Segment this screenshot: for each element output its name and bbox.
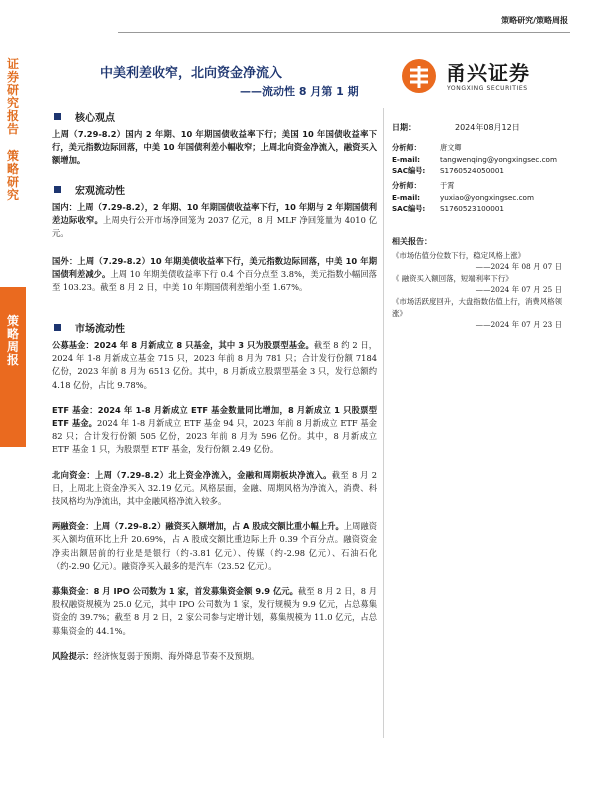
left-sidebar xyxy=(0,40,26,800)
related-report-title[interactable]: 《 融资买入额回落，短端利率下行》 xyxy=(392,273,513,283)
related-report-date: ——2024 年 08 月 07 日 xyxy=(475,262,562,272)
section-header xyxy=(52,181,377,197)
section-header xyxy=(52,108,377,124)
analyst-row: E-mail: tangwenqing@yongxingsec.com xyxy=(392,154,557,164)
section-title: 宏观流动性 xyxy=(75,185,125,197)
sidebar-label-weekly: 策略周报 xyxy=(6,314,19,367)
related-reports xyxy=(392,236,562,331)
company-logo xyxy=(400,55,560,99)
risk-warning: 风险提示：经济恢复弱于预期、海外降息节奏不及预期。 xyxy=(52,650,260,661)
analyst-row: 分析师： 于霄 xyxy=(392,181,455,190)
paragraph: 公募基金：2024 年 8 月新成立 8 只基金，其中 3 只为股票型基金。截至 8 约 2 日，2024 年 1-8 月新成立基金 715 只，2023 年前 8 月为 781 只；合计发行份额 7184 亿份，2023 年前 8 月为 6513 亿份。其中，8 月新成立股票型基金 3 只，发行总额约 4.18 亿份，占比 9.78%。 xyxy=(52,340,377,390)
analyst-block xyxy=(392,142,562,177)
section-macro-liquidity xyxy=(52,181,377,294)
related-report-item[interactable] xyxy=(392,296,562,331)
report-date xyxy=(392,122,520,133)
email-link[interactable]: yuxiao@yongxingsec.com xyxy=(440,192,534,202)
logo-english-name: YONGXING SECURITIES xyxy=(447,85,528,92)
paragraph: 北向资金：上周（7.29-8.2）北上资金净流入，金融和周期板块净流入。截至 8 月 2 日，上周北上资金净买入 32.19 亿元。风格层面，金融、周期风格为净流入，消费、科技风格均为净流出，其中金融风格净流入较多。 xyxy=(52,469,377,507)
section-title: 核心观点 xyxy=(75,112,115,124)
related-report-item[interactable] xyxy=(392,250,562,273)
paragraph: 国外：上周（7.29-8.2）10 年期美债收益率下行，美元指数边际回落，中美 10 年期国债利差减少。上周 10 年期美债收益率下行 0.4 个百分点至 3.8%，美元指数小幅回落至 103.23。截至 8 月 2 日，中美 10 年期国债利差缩小至 1.67%。 xyxy=(52,255,377,293)
related-title: 相关报告： xyxy=(392,237,432,246)
report-category: 策略研究/策略周报 xyxy=(501,16,568,25)
section-market-liquidity xyxy=(52,319,377,663)
top-bar xyxy=(0,0,600,40)
section-core-view xyxy=(52,108,377,168)
related-report-title[interactable]: 《市场估值分位数下行，稳定风格上涨》 xyxy=(392,250,526,260)
email-link[interactable]: tangwenqing@yongxingsec.com xyxy=(440,154,557,164)
paragraph: 两融资金：上周（7.29-8.2）融资买入额增加，占 A 股成交额比重小幅上升。上周融资买入额均值环比上升 20.69%，占 A 股成交额比重边际上升 0.39 个百分点。融资资金净卖出额居前的行业是是银行（约-3.81 亿元）、传媒（约-2.98 亿元）、石油石化（约-2.90 亿元）。融资净买入最多的是汽车（23.52 亿元）。 xyxy=(52,521,377,571)
related-report-date: ——2024 年 07 月 25 日 xyxy=(475,285,562,295)
date-value: 2024年08月12日 xyxy=(455,123,520,132)
sidebar-orange-tab xyxy=(0,287,26,447)
section-header xyxy=(52,319,377,335)
related-report-title[interactable]: 《市场活跃度回升，大盘指数估值上行，消费风格领涨》 xyxy=(392,296,562,318)
section-title: 市场流动性 xyxy=(75,323,125,335)
report-title: 中美利差收窄，北向资金净流入 xyxy=(100,66,283,81)
sidebar-label-strategy: 策略研究 xyxy=(6,149,19,202)
logo-name: 甬兴证券 xyxy=(446,61,530,85)
date-label: 日期： xyxy=(392,123,416,132)
column-divider xyxy=(383,108,384,738)
analyst-block xyxy=(392,180,562,215)
analyst-row: E-mail: yuxiao@yongxingsec.com xyxy=(392,192,534,202)
report-subtitle: ——流动性 8 月第 1 期 xyxy=(240,85,359,98)
paragraph: 募集资金：8 月 IPO 公司数为 1 家，首发募集资金额 9.9 亿元。截至 8 月 2 日，8 月股权融资规模为 25.0 亿元，其中 IPO 公司数为 1 家，发行规模为 9.9 亿元，占总募集资金的 39.7%；截至 8 月 2 日，2 家公司参与定增计划，募集规模为 11.0 亿元，占总募集资金的 44.1%。 xyxy=(52,586,378,636)
related-report-item[interactable] xyxy=(392,273,562,296)
analyst-row: SAC编号: S1760523100001 xyxy=(392,204,505,213)
section-bullet-icon xyxy=(54,186,61,193)
section-bullet-icon xyxy=(54,324,61,331)
paragraph: 上周（7.29-8.2）国内 2 年期、10 年期国债收益率下行；美国 10 年国债收益率下行，美元指数边际回落，中美 10 年国债利差小幅收窄；上周北向资金净流入，融资买入额增加。 xyxy=(52,129,377,166)
analyst-row: 分析师： 唐文卿 xyxy=(392,143,462,152)
sidebar-top xyxy=(0,40,26,290)
section-bullet-icon xyxy=(54,113,61,120)
paragraph: ETF 基金：2024 年 1-8 月新成立 ETF 基金数量同比增加，8 月新成立 1 只股票型 ETF 基金。2024 年 1-8 月新成立 ETF 基金 94 只，2023 年前 8 月新成立 ETF 基金 82 只；合计发行份额 505 亿份，2023 年前 8 月为 596 亿份。其中，8 月新成立 ETF 基金 1 只，为股票型 ETF 基金，发行份额 2.49 亿份。 xyxy=(52,404,378,455)
analyst-row: SAC编号: S1760524050001 xyxy=(392,166,505,175)
yongxing-logo-icon xyxy=(400,57,438,95)
header-rule xyxy=(118,32,570,33)
paragraph: 国内：上周（7.29-8.2），2 年期、10 年期国债收益率下行，10 年期与 2 年期国债利差边际收窄。上周央行公开市场净回笼为 2037 亿元，8 月 MLF 净回笼量为 4010 亿元。 xyxy=(52,202,377,239)
related-report-date: ——2024 年 07 月 23 日 xyxy=(475,320,562,330)
sidebar-label-research: 证券研究报告 xyxy=(6,57,19,136)
